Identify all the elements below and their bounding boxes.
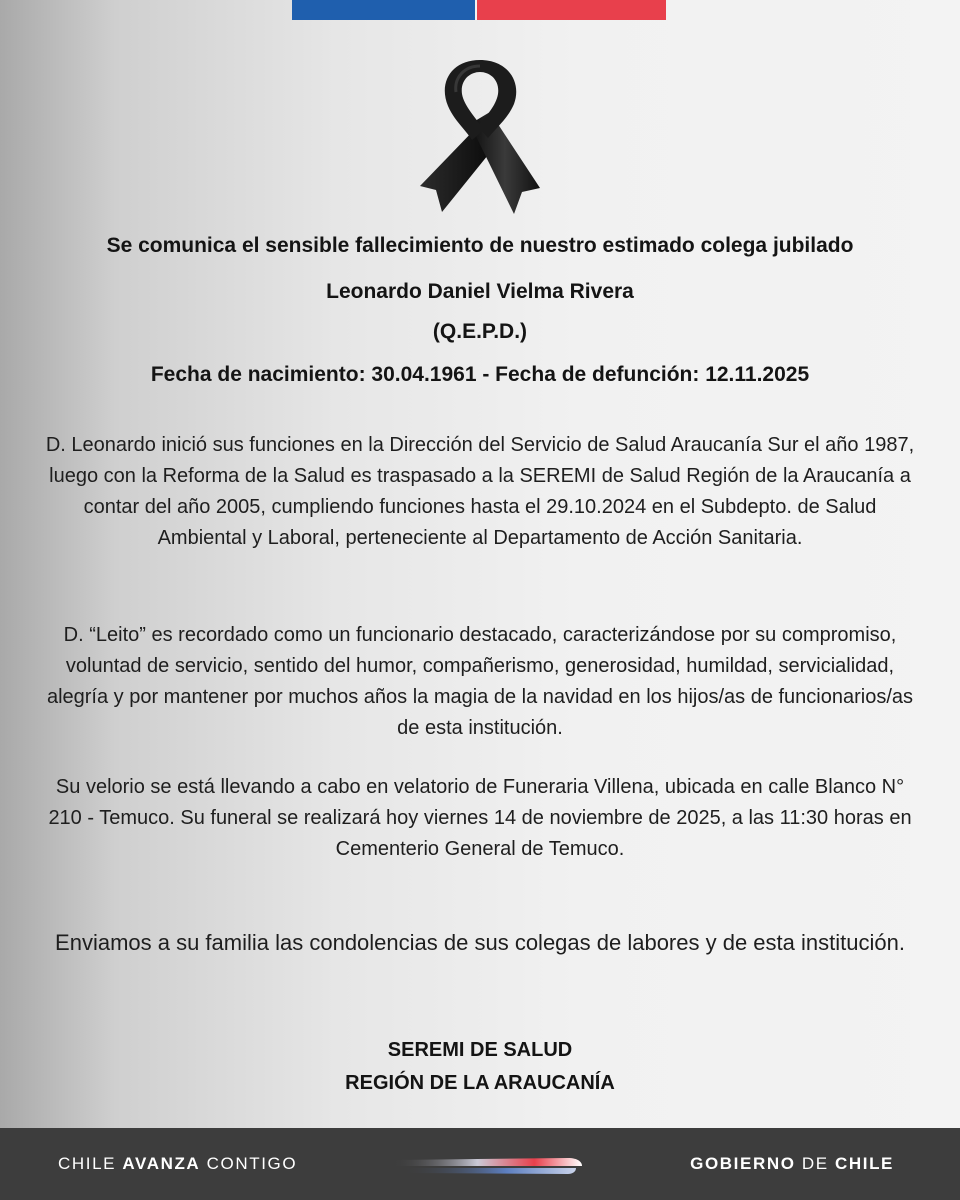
chile-avanza-contigo-logo: [58, 1154, 297, 1174]
condolences-paragraph: Enviamos a su familia las condolencias de sus colegas de labores y de esta institución.: [55, 930, 905, 955]
flag-red-segment: [477, 0, 666, 20]
signature-line-1: SEREMI DE SALUD: [387, 1039, 573, 1061]
footer-left-word-2: AVANZA: [122, 1154, 201, 1173]
footer-bar: [0, 1128, 960, 1200]
remembrance-paragraph: D. “Leito” es recordado como un funcionario destacado, caracterizándose por su compromiso, voluntad de servicio, sentido del humor, compañerismo, generosidad, humildad, servicialidad, alegría y por mantener por muchos años la magia de la navidad en los hijos/as de funcionarios/as de esta institución.: [46, 624, 914, 739]
funeral-details-paragraph: Su velorio se está llevando a cabo en velatorio de Funeraria Villena, ubicada en calle Blanco N° 210 - Temuco. Su funeral se realizará hoy viernes 14 de noviembre de 2025, a las 11:30 horas en Cementerio General de Temuco.: [48, 776, 912, 860]
footer-right-word-3: CHILE: [835, 1154, 894, 1173]
signature-line-2: REGIÓN DE LA ARAUCANÍA: [345, 1072, 615, 1094]
flag-color-bar: [292, 0, 666, 20]
career-paragraph: D. Leonardo inició sus funciones en la Dirección del Servicio de Salud Araucanía Sur el año 1987, luego con la Reforma de la Salud es traspasado a la SEREMI de Salud Región de la Araucanía a contar del año 2005, cumpliendo funciones hasta el 29.10.2024 en el Subdepto. de Salud Ambiental y Laboral, perteneciente al Departamento de Acción Sanitaria.: [45, 434, 915, 549]
birth-death-dates: Fecha de nacimiento: 30.04.1961 - Fecha de defunción: 12.11.2025: [150, 363, 810, 386]
announcement-heading: Se comunica el sensible fallecimiento de nuestro estimado colega jubilado: [106, 234, 854, 257]
flag-blue-segment: [292, 0, 475, 20]
gobierno-de-chile-logo: [690, 1154, 894, 1174]
qepd-label: (Q.E.P.D.): [432, 320, 528, 343]
footer-right-word-1: GOBIERNO: [690, 1154, 796, 1173]
mourning-ribbon-icon: [418, 58, 542, 216]
government-swoosh-icon: [392, 1148, 586, 1176]
footer-left-word-1: CHILE: [58, 1154, 123, 1173]
footer-left-word-3: CONTIGO: [200, 1154, 298, 1173]
footer-right-word-2: DE: [795, 1154, 835, 1173]
deceased-name: Leonardo Daniel Vielma Rivera: [326, 280, 634, 303]
